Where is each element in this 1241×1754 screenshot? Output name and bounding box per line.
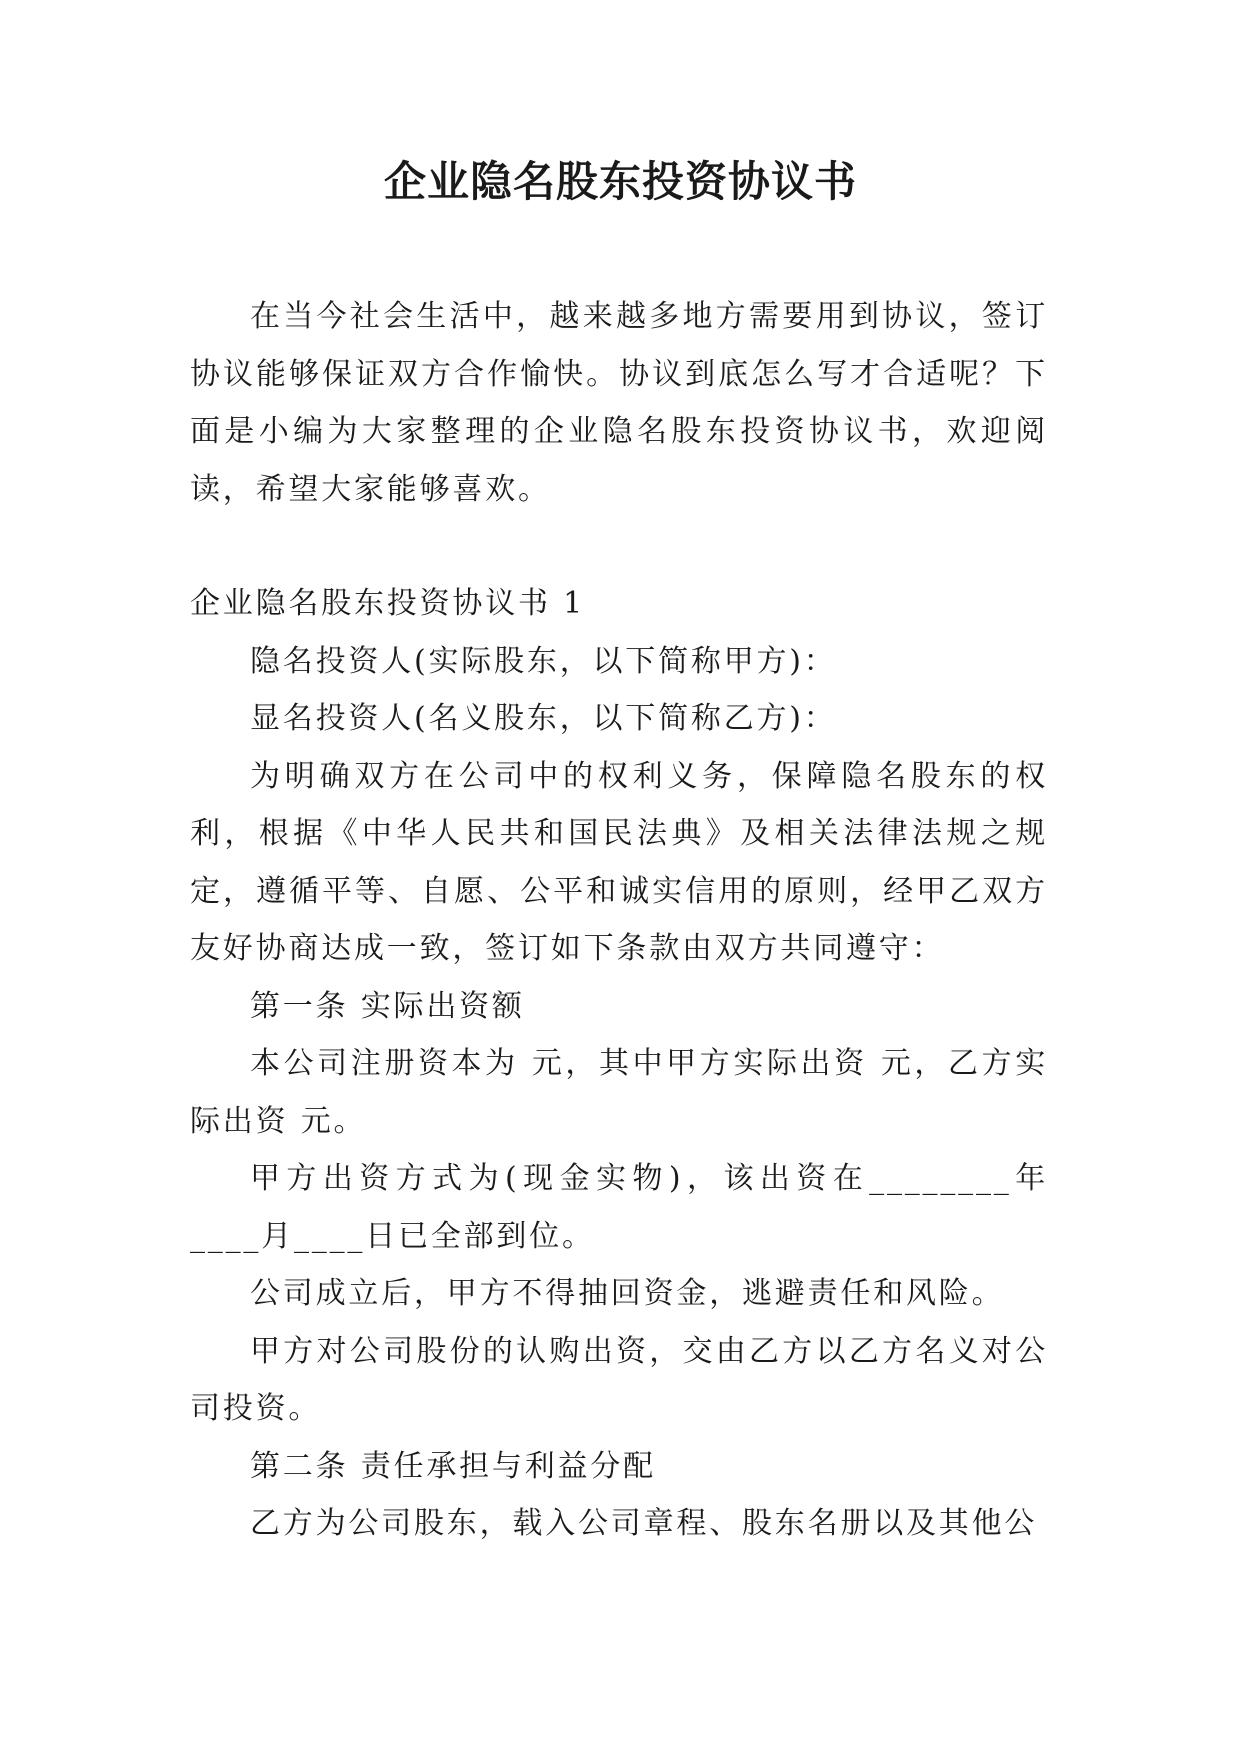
paragraph-shareholder-registration: 乙方为公司股东，载入公司章程、股东名册以及其他公 [250,1506,1038,1541]
article-2-heading: 第二条 责任承担与利益分配 [250,1448,656,1484]
intro-paragraph: 在当今社会生活中，越来越多地方需要用到协议，签订协议能够保证双方合作愉快。协议到底怎么写才合适呢？下面是小编为大家整理的企业隐名股东投资协议书，欢迎阅读，希望大家能够喜欢。 [190,299,1048,507]
paragraph-no-withdrawal: 公司成立后，甲方不得抽回资金，逃避责任和风险。 [250,1276,1005,1311]
article-1-heading: 第一条 实际出资额 [250,988,525,1024]
paragraph-hidden-investor: 隐名投资人(实际股东，以下简称甲方)： [250,643,837,679]
section-heading: 企业隐名股东投资协议书 1 [190,586,586,621]
paragraph-nominal-investor: 显名投资人(名义股东，以下简称乙方)： [250,701,837,736]
paragraph-share-subscription: 甲方对公司股份的认购出资，交由乙方以乙方名义对公司投资。 [190,1333,1048,1426]
document-title: 企业隐名股东投资协议书 [383,157,857,206]
paragraph-registered-capital: 本公司注册资本为 元，其中甲方实际出资 元，乙方实际出资 元。 [190,1046,1048,1139]
document-body [190,288,1048,1553]
paragraph-purpose: 为明确双方在公司中的权利义务，保障隐名股东的权利，根据《中华人民共和国民法典》及相关法律法规之规定，遵循平等、自愿、公平和诚实信用的原则，经甲乙双方友好协商达成一致，签订如下条款由双方共同遵守： [190,758,1048,966]
paragraph-contribution-method: 甲方出资方式为(现金实物)，该出资在________年____月____日已全部到位。 [190,1161,1048,1254]
